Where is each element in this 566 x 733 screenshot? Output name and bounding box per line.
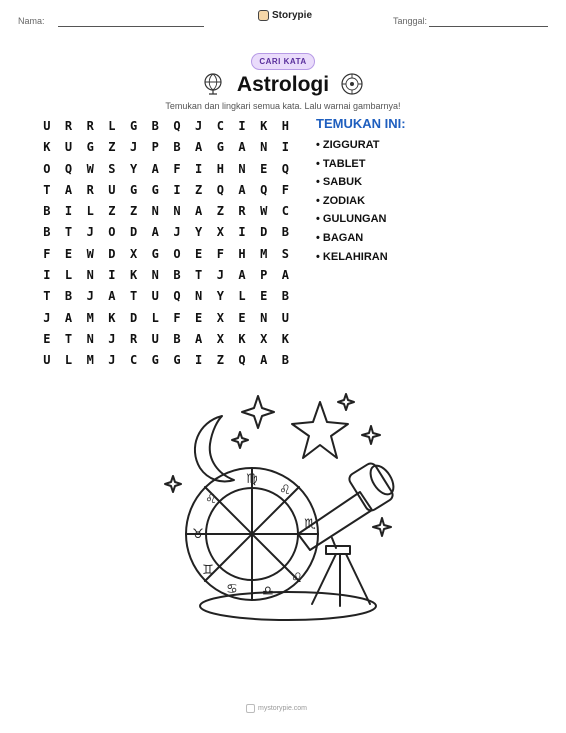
grid-letter[interactable]: A xyxy=(238,140,246,155)
grid-letter[interactable]: N xyxy=(238,161,246,176)
grid-letter[interactable]: G xyxy=(86,140,94,155)
grid-row xyxy=(36,180,296,201)
grid-letter[interactable]: U xyxy=(43,119,51,133)
word-search-grid[interactable] xyxy=(36,116,296,372)
page-footer xyxy=(246,704,307,713)
grid-letter[interactable]: O xyxy=(43,161,51,176)
grid-letter[interactable]: D xyxy=(129,310,138,325)
grid-letter[interactable]: B xyxy=(173,268,181,283)
grid-letter[interactable]: F xyxy=(281,182,290,197)
grid-letter[interactable]: S xyxy=(108,161,116,176)
grid-letter[interactable]: L xyxy=(64,268,73,283)
grid-letter[interactable]: K xyxy=(43,140,51,155)
grid-letter[interactable]: D xyxy=(108,246,116,261)
star-icon xyxy=(362,426,380,444)
grid-letter[interactable]: A xyxy=(64,182,73,197)
grid-row xyxy=(36,201,296,222)
grid-row xyxy=(36,116,296,137)
grid-letter[interactable]: U xyxy=(43,353,51,368)
grid-letter[interactable]: R xyxy=(64,119,73,133)
grid-letter[interactable]: J xyxy=(108,331,116,346)
grid-letter[interactable]: O xyxy=(108,225,116,240)
grid-row xyxy=(36,137,296,158)
grid-letter[interactable]: N xyxy=(260,140,268,155)
grid-letter[interactable]: X xyxy=(216,331,224,346)
grid-letter[interactable]: N xyxy=(195,289,203,304)
word-list-item: • ZIGGURAT xyxy=(316,139,380,151)
grid-letter[interactable]: G xyxy=(173,353,181,368)
grid-letter[interactable]: C xyxy=(281,204,290,219)
svg-text:♉: ♉ xyxy=(192,527,204,542)
grid-letter[interactable]: U xyxy=(281,310,290,325)
grid-letter[interactable]: U xyxy=(151,331,159,346)
name-line[interactable] xyxy=(58,26,204,27)
grid-letter[interactable]: W xyxy=(86,161,94,176)
grid-letter[interactable]: Y xyxy=(195,225,203,240)
grid-letter[interactable]: A xyxy=(260,353,268,368)
grid-letter[interactable]: E xyxy=(260,289,268,304)
grid-letter[interactable]: R xyxy=(86,119,94,133)
grid-row xyxy=(36,265,296,286)
star-icon xyxy=(232,432,248,448)
word-list-item: • TABLET xyxy=(316,157,366,170)
grid-row xyxy=(36,222,296,243)
grid-letter[interactable]: I xyxy=(43,268,51,283)
grid-letter[interactable]: Z xyxy=(108,140,116,155)
grid-letter[interactable]: Q xyxy=(173,119,181,133)
svg-text:♌: ♌ xyxy=(291,571,303,586)
grid-letter[interactable]: A xyxy=(151,161,159,176)
grid-letter[interactable]: F xyxy=(216,246,224,261)
grid-letter[interactable]: E xyxy=(260,161,268,176)
grid-letter[interactable]: U xyxy=(64,140,73,155)
grid-letter[interactable]: Y xyxy=(129,161,138,176)
grid-letter[interactable]: L xyxy=(64,353,73,368)
grid-letter[interactable]: B xyxy=(281,289,290,304)
grid-letter[interactable]: P xyxy=(151,140,159,155)
word-list-item: • KELAHIRAN xyxy=(316,250,388,263)
grid-letter[interactable]: A xyxy=(195,204,203,219)
grid-letter[interactable]: K xyxy=(238,331,246,346)
grid-row xyxy=(36,329,296,350)
grid-letter[interactable]: J xyxy=(173,225,181,240)
grid-letter[interactable]: G xyxy=(151,353,159,368)
grid-letter[interactable]: Q xyxy=(216,182,224,197)
grid-letter[interactable]: A xyxy=(195,140,203,155)
footer-url[interactable]: mystorypie.com xyxy=(258,705,308,712)
grid-letter[interactable]: Q xyxy=(260,182,268,197)
grid-letter[interactable]: G xyxy=(216,140,224,155)
grid-row xyxy=(36,308,296,329)
sun-dial-icon xyxy=(340,72,364,96)
grid-letter[interactable]: X xyxy=(216,310,224,325)
grid-letter[interactable]: E xyxy=(195,310,203,325)
grid-row xyxy=(36,350,296,371)
svg-text:♏: ♏ xyxy=(304,517,316,532)
grid-letter[interactable]: A xyxy=(195,331,203,346)
grid-letter[interactable]: I xyxy=(195,353,203,368)
grid-letter[interactable]: I xyxy=(238,119,246,133)
grid-letter[interactable]: G xyxy=(129,119,138,133)
grid-row xyxy=(36,286,296,307)
grid-letter[interactable]: T xyxy=(195,268,203,283)
grid-letter[interactable]: R xyxy=(86,182,94,197)
grid-letter[interactable]: N xyxy=(86,331,94,346)
brand-logo xyxy=(258,10,312,21)
grid-letter[interactable]: C xyxy=(216,119,224,133)
grid-letter[interactable]: J xyxy=(195,119,203,133)
grid-letter[interactable]: D xyxy=(260,225,268,240)
svg-text:♌: ♌ xyxy=(279,483,291,498)
grid-letter[interactable]: I xyxy=(173,182,181,197)
grid-letter[interactable]: Q xyxy=(238,353,246,368)
grid-letter[interactable]: J xyxy=(43,310,51,325)
grid-letter[interactable]: W xyxy=(86,246,94,261)
grid-letter[interactable]: F xyxy=(173,161,181,176)
grid-letter[interactable]: S xyxy=(281,246,290,261)
grid-letter[interactable]: B xyxy=(281,353,290,368)
word-list-item: • ZODIAK xyxy=(316,194,366,207)
svg-text:♊: ♊ xyxy=(202,563,214,578)
grid-letter[interactable]: P xyxy=(260,268,268,283)
grid-letter[interactable]: B xyxy=(173,331,181,346)
grid-letter[interactable]: N xyxy=(173,204,181,219)
svg-text:♎: ♎ xyxy=(262,584,274,599)
grid-letter[interactable]: F xyxy=(43,246,51,261)
grid-letter[interactable]: A xyxy=(64,310,73,325)
grid-letter[interactable]: X xyxy=(260,331,268,346)
grid-letter[interactable]: Z xyxy=(129,204,138,219)
grid-letter[interactable]: B xyxy=(151,119,159,133)
grid-letter[interactable]: A xyxy=(281,268,290,283)
date-line[interactable] xyxy=(429,26,548,27)
grid-letter[interactable]: Q xyxy=(64,161,73,176)
grid-letter[interactable]: A xyxy=(108,289,116,304)
grid-letter[interactable]: B xyxy=(43,225,51,240)
grid-letter[interactable]: I xyxy=(108,268,116,283)
grid-letter[interactable]: C xyxy=(129,353,138,368)
grid-letter[interactable]: Z xyxy=(108,204,116,219)
badge: CARI KATA xyxy=(251,53,315,70)
date-label: Tanggal: xyxy=(393,16,428,26)
grid-letter[interactable]: K xyxy=(108,310,116,325)
grid-letter[interactable]: B xyxy=(281,225,290,240)
grid-letter[interactable]: T xyxy=(129,289,138,304)
grid-row xyxy=(36,244,296,265)
grid-letter[interactable]: J xyxy=(86,289,94,304)
grid-letter[interactable]: N xyxy=(151,268,159,283)
grid-letter[interactable]: T xyxy=(43,289,51,304)
grid-letter[interactable]: Q xyxy=(281,161,290,176)
grid-letter[interactable]: I xyxy=(238,225,246,240)
grid-letter[interactable]: E xyxy=(43,331,51,346)
word-list xyxy=(316,136,388,266)
grid-letter[interactable]: N xyxy=(86,268,94,283)
grid-letter[interactable]: J xyxy=(216,268,224,283)
grid-letter[interactable]: U xyxy=(151,289,159,304)
grid-letter[interactable]: G xyxy=(151,246,159,261)
grid-letter[interactable]: T xyxy=(43,182,51,197)
grid-letter[interactable]: L xyxy=(151,310,159,325)
grid-letter[interactable]: Z xyxy=(216,353,224,368)
grid-letter[interactable]: U xyxy=(108,182,116,197)
grid-letter[interactable]: D xyxy=(129,225,138,240)
svg-text:♍: ♍ xyxy=(246,472,258,487)
grid-letter[interactable]: R xyxy=(238,204,246,219)
grid-letter[interactable]: H xyxy=(238,246,246,261)
grid-letter[interactable]: M xyxy=(86,353,94,368)
grid-letter[interactable]: I xyxy=(195,161,203,176)
svg-text:♌: ♌ xyxy=(205,492,217,507)
page-title: Astrologi xyxy=(236,73,330,96)
grid-letter[interactable]: R xyxy=(129,331,138,346)
grid-letter[interactable]: Z xyxy=(216,204,224,219)
grid-letter[interactable]: X xyxy=(129,246,138,261)
grid-letter[interactable]: T xyxy=(64,331,73,346)
grid-row xyxy=(36,159,296,180)
svg-text:♋: ♋ xyxy=(226,582,238,597)
word-list-item: • SABUK xyxy=(316,176,363,189)
grid-letter[interactable]: I xyxy=(64,204,73,219)
grid-letter[interactable]: J xyxy=(129,140,138,155)
grid-letter[interactable]: G xyxy=(129,182,138,197)
name-label: Nama: xyxy=(18,16,45,26)
grid-letter[interactable]: K xyxy=(129,268,138,283)
grid-letter[interactable]: H xyxy=(216,161,224,176)
grid-letter[interactable]: E xyxy=(64,246,73,261)
astrology-illustration xyxy=(160,388,400,623)
word-list-item: • GULUNGAN xyxy=(316,213,387,226)
grid-letter[interactable]: E xyxy=(238,310,246,325)
grid-letter[interactable]: A xyxy=(151,225,159,240)
grid-letter[interactable]: T xyxy=(64,225,73,240)
grid-letter[interactable]: K xyxy=(260,119,268,133)
grid-letter[interactable]: J xyxy=(108,353,116,368)
grid-letter[interactable]: G xyxy=(151,182,159,197)
grid-letter[interactable]: A xyxy=(238,268,246,283)
grid-letter[interactable]: W xyxy=(260,204,268,219)
grid-letter[interactable]: X xyxy=(216,225,224,240)
grid-letter[interactable]: M xyxy=(260,246,268,261)
grid-letter[interactable]: B xyxy=(173,140,181,155)
grid-letter[interactable]: I xyxy=(281,140,290,155)
star-icon xyxy=(242,396,274,428)
grid-letter[interactable]: J xyxy=(86,225,94,240)
grid-letter[interactable]: F xyxy=(173,310,181,325)
star-icon xyxy=(165,476,181,492)
storypie-logo-icon xyxy=(246,704,255,713)
brand-name: Storypie xyxy=(272,10,313,21)
word-list-item: • BAGAN xyxy=(316,231,364,244)
grid-letter[interactable]: O xyxy=(173,246,181,261)
grid-letter[interactable]: Q xyxy=(173,289,181,304)
storypie-logo-icon xyxy=(258,10,269,21)
grid-letter[interactable]: A xyxy=(238,182,246,197)
instructions: Temukan dan lingkari semua kata. Lalu warnai gambarnya! xyxy=(165,101,401,111)
grid-letter[interactable]: K xyxy=(281,331,290,346)
grid-letter[interactable]: L xyxy=(108,119,116,133)
grid-letter[interactable]: M xyxy=(86,310,94,325)
grid-letter[interactable]: H xyxy=(281,119,290,133)
grid-letter[interactable]: N xyxy=(151,204,159,219)
grid-letter[interactable]: N xyxy=(260,310,268,325)
star-icon xyxy=(338,394,354,410)
grid-letter[interactable]: L xyxy=(238,289,246,304)
grid-letter[interactable]: B xyxy=(64,289,73,304)
grid-letter[interactable]: E xyxy=(195,246,203,261)
word-list-title: TEMUKAN INI: xyxy=(316,116,406,131)
grid-letter[interactable]: B xyxy=(43,204,51,219)
star-icon xyxy=(373,518,391,536)
star-icon xyxy=(292,402,348,458)
grid-letter[interactable]: L xyxy=(86,204,94,219)
grid-letter[interactable]: Y xyxy=(216,289,224,304)
grid-letter[interactable]: Z xyxy=(195,182,203,197)
